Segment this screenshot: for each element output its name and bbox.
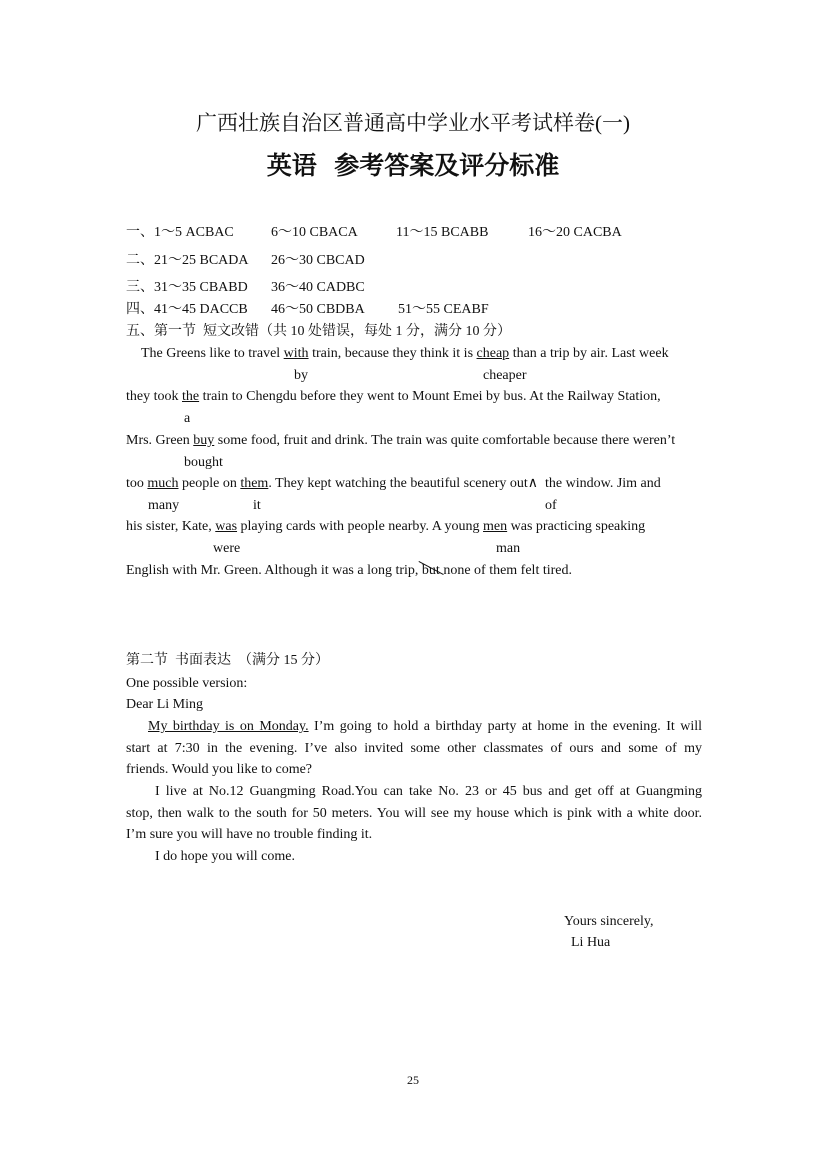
correction: it: [253, 498, 261, 513]
section2-heading: 第二节 书面表达 （满分 15 分）: [126, 653, 329, 668]
answer-group: 一、1～5 ACBAC: [126, 225, 234, 240]
answer-group: 36～40 CADBC: [271, 280, 365, 295]
letter-line: I live at No.12 Guangming Road.You can take No. 23 or 45 bus and get off at Guangming: [155, 784, 702, 799]
text-segment: The Greens like to travel: [141, 346, 284, 361]
error-word: cheap: [476, 346, 510, 361]
intro: One possible version:: [126, 676, 248, 691]
closing: Yours sincerely,: [564, 914, 654, 929]
error-word: much: [147, 476, 179, 491]
text-segment: was practicing speaking: [507, 519, 646, 534]
error-word: the: [182, 389, 200, 404]
section5-heading: 五、第一节 短文改错（共 10 处错误，每处 1 分，满分 10 分）: [126, 324, 511, 339]
answer-group: 四、41～45 DACCB: [126, 302, 248, 317]
answer-group: 26～30 CBCAD: [271, 253, 365, 268]
text-segment: train to Chengdu before they went to Mount Emei by bus. At the Railway Station,: [199, 389, 661, 404]
text-segment: I’m going to hold a birthday party at home in the evening. It will: [308, 719, 702, 734]
text-segment: English with Mr. Green. Although it was a long trip,: [126, 563, 422, 578]
text-segment: Mrs. Green: [126, 433, 194, 448]
error-word: them: [240, 476, 269, 491]
answer-group: 16～20 CACBA: [528, 225, 622, 240]
passage-line-1: [141, 345, 669, 363]
letter-line: start at 7:30 in the evening. I’ve also invited some other classmates of ours and some of my: [126, 741, 702, 756]
answer-group: 6～10 CBACA: [271, 225, 358, 240]
signature: Li Hua: [571, 935, 611, 950]
deleted-word: but: [421, 563, 440, 578]
answer-row-1: [126, 224, 622, 242]
text-segment: they took: [126, 389, 182, 404]
letter-line: friends. Would you like to come?: [126, 762, 313, 777]
error-word: men: [483, 519, 508, 534]
document-title: 广西壮族自治区普通高中学业水平考试样卷(一): [196, 111, 630, 135]
text-segment: My birthday is on Monday.: [148, 719, 309, 734]
passage-line-6: [126, 562, 572, 580]
letter-line: I’m sure you will have no trouble finding it.: [126, 827, 373, 842]
error-word: buy: [193, 433, 215, 448]
text-segment: people on: [178, 476, 241, 491]
passage-line-5: [126, 518, 645, 536]
insert-mark: ∧: [527, 476, 539, 491]
passage-line-4: [126, 475, 661, 493]
passage-line-3: [126, 432, 675, 450]
error-word: with: [283, 346, 309, 361]
passage-line-2: [126, 388, 661, 406]
correction: a: [184, 411, 191, 426]
answer-group: 46～50 CBDBA: [271, 302, 365, 317]
text-segment: none of them felt tired.: [439, 563, 572, 578]
correction: cheaper: [483, 368, 527, 383]
correction: were: [213, 541, 241, 556]
text-segment: the window. Jim and: [538, 476, 661, 491]
answer-group: 三、31～35 CBABD: [126, 280, 248, 295]
correction: many: [148, 498, 180, 513]
greeting: Dear Li Ming: [126, 697, 203, 712]
correction: of: [545, 498, 557, 513]
letter-line: [126, 718, 702, 736]
answer-row-4: [126, 301, 489, 319]
answer-row-3: [126, 279, 365, 297]
document-subtitle: 英语 参考答案及评分标准: [266, 151, 560, 180]
letter-line: stop, then walk to the south for 50 meters. You will see my house which is pink with a white door.: [126, 806, 702, 821]
text-segment: some food, fruit and drink. The train was quite comfortable because there weren’t: [214, 433, 676, 448]
answer-group: 51～55 CEABF: [398, 302, 489, 317]
text-segment: too: [126, 476, 148, 491]
correction: man: [496, 541, 521, 556]
text-segment: his sister, Kate,: [126, 519, 216, 534]
text-segment: playing cards with people nearby. A young: [237, 519, 484, 534]
correction: bought: [184, 455, 223, 470]
answer-row-2: [126, 252, 365, 270]
answer-group: 11～15 BCABB: [396, 225, 489, 240]
text-segment: . They kept watching the beautiful scenery out: [268, 476, 528, 491]
text-segment: train, because they think it is: [308, 346, 477, 361]
letter-line: I do hope you will come.: [155, 849, 295, 864]
error-word: was: [215, 519, 238, 534]
answer-group: 二、21～25 BCADA: [126, 253, 249, 268]
page-number: 25: [407, 1073, 419, 1087]
correction: by: [294, 368, 308, 383]
text-segment: than a trip by air. Last week: [509, 346, 669, 361]
